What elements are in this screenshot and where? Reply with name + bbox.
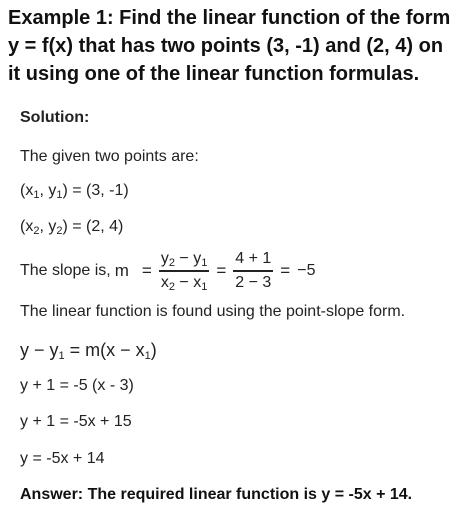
example-heading: [8, 4, 470, 88]
num-minus-y: − y: [174, 250, 202, 268]
point-two: [20, 218, 123, 236]
num-y: y: [160, 250, 169, 268]
slope-equals-3: =: [280, 261, 291, 280]
point-two-value: ) = (2, 4): [62, 218, 124, 235]
heading-line-2: y = f(x) that has two points (3, -1) and (2, 4) on: [8, 35, 444, 57]
point-two-sub-y: 2: [56, 225, 63, 237]
slope-result: −5: [297, 262, 316, 279]
slope-values-fraction: [233, 250, 273, 292]
ps-right-sub: 1: [144, 350, 151, 362]
ps-right: = m(x − x: [64, 340, 145, 360]
slope-equals-2: =: [216, 261, 227, 280]
den-minus-x: − x: [174, 273, 202, 291]
num-y1-sub: 1: [201, 257, 208, 270]
slope-formula-numerator: [159, 250, 209, 270]
solution-label: Solution:: [20, 109, 90, 126]
point-one-value: ) = (3, -1): [62, 182, 129, 199]
slope-variable: m: [114, 261, 129, 280]
ps-left-sub: 1: [58, 350, 65, 362]
point-one-sub-y: 1: [56, 189, 63, 201]
heading-line-3: it using one of the linear function formulas.: [8, 63, 420, 85]
ps-close: ): [150, 340, 157, 360]
slope-equals-1: =: [141, 261, 152, 280]
slope-values-numerator: 4 + 1: [235, 250, 272, 268]
num-y-sub: 2: [168, 257, 175, 270]
answer-text: Answer: The required linear function is y = -5x + 14.: [20, 486, 413, 503]
slope-values-denominator: 2 − 3: [235, 273, 272, 291]
slope-formula-fraction: [159, 250, 209, 292]
point-slope-formula: [20, 340, 157, 361]
slope-equation: [20, 249, 315, 293]
point-one-open: (x: [20, 182, 34, 199]
solution-step-3: y = -5x + 14: [20, 450, 105, 467]
den-x-sub: 2: [168, 280, 175, 293]
slope-prefix: The slope is,: [20, 262, 111, 279]
den-x1-sub: 1: [201, 280, 208, 293]
point-one-sub-x: 1: [33, 189, 40, 201]
heading-line-1: Example 1: Find the linear function of the form: [8, 7, 451, 29]
point-one: [20, 182, 129, 200]
ps-left: y − y: [20, 340, 59, 360]
point-two-open: (x: [20, 218, 34, 235]
slope-formula-denominator: [159, 272, 209, 292]
solution-step-1: y + 1 = -5 (x - 3): [20, 377, 134, 394]
point-two-comma: , y: [39, 218, 57, 235]
point-one-comma: , y: [39, 182, 57, 199]
given-points-text: The given two points are:: [20, 148, 199, 165]
point-two-sub-x: 2: [33, 225, 40, 237]
linear-function-text: The linear function is found using the point-slope form.: [20, 303, 406, 320]
solution-step-2: y + 1 = -5x + 15: [20, 413, 132, 430]
den-x: x: [160, 273, 169, 291]
